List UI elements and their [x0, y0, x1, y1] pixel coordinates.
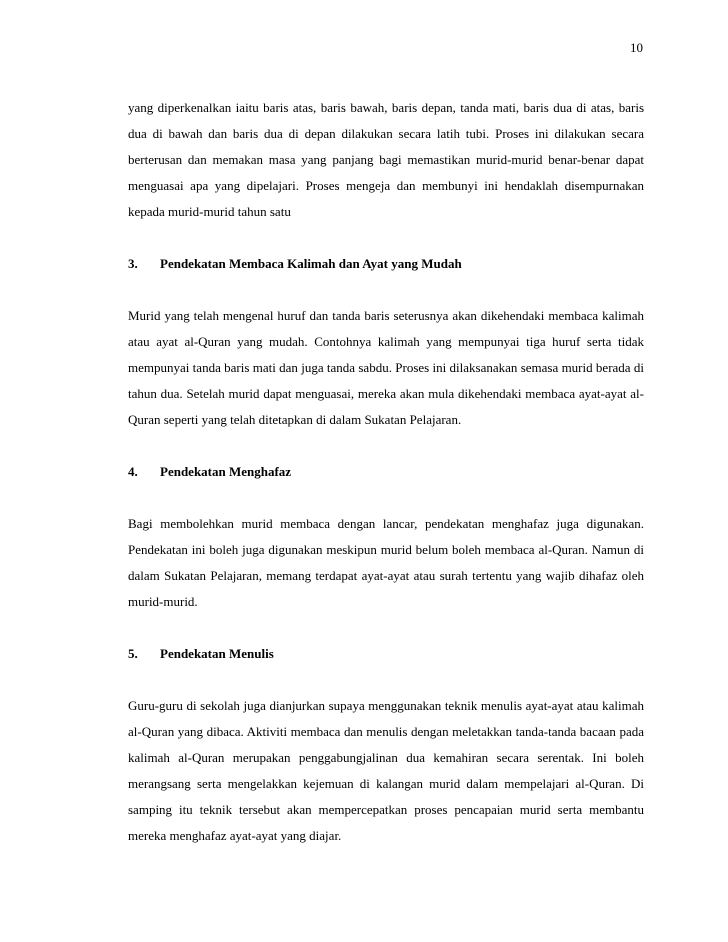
section-paragraph: Guru-guru di sekolah juga dianjurkan supaya menggunakan teknik menulis ayat-ayat atau kalimah al-Quran yang dibaca. Aktiviti membaca dan menulis dengan meletakkan tanda-tanda bacaan pada kalimah al-Quran merupakan penggabungjalinan dua kemahiran secara serentak. Ini boleh merangsang serta mengelakkan kejemuan di kalangan murid dalam mempelajari al-Quran. Di samping itu teknik tersebut akan mempercepatkan proses pencapaian murid serta membantu mereka menghafaz ayat-ayat yang diajar. — [128, 698, 644, 843]
page-number: 10 — [630, 40, 643, 55]
section-heading — [128, 641, 644, 667]
intro-paragraph: yang diperkenalkan iaitu baris atas, baris bawah, baris depan, tanda mati, baris dua di atas, baris dua di bawah dan baris dua di depan dilakukan secara latih tubi. Proses ini dilakukan secara berterusan dan memakan masa yang panjang bagi memastikan murid-murid benar-benar dapat menguasai apa yang dipelajari. Proses mengeja dan membunyi ini hendaklah disempurnakan kepada murid-murid tahun satu — [128, 100, 644, 219]
section-number: 4. — [128, 464, 138, 479]
section-number: 5. — [128, 646, 138, 661]
section-paragraph: Murid yang telah mengenal huruf dan tanda baris seterusnya akan dikehendaki membaca kalimah atau ayat al-Quran yang mudah. Contohnya kalimah yang mempunyai tiga huruf serta tidak mempunyai tanda baris mati dan juga tanda sabdu. Proses ini dilaksanakan semasa murid berada di tahun dua. Setelah murid dapat menguasai, mereka akan mula dikehendaki membaca ayat-ayat al-Quran seperti yang telah ditetapkan di dalam Sukatan Pelajaran. — [128, 308, 644, 427]
section-heading — [128, 251, 644, 277]
section-title: Pendekatan Membaca Kalimah dan Ayat yang Mudah — [160, 256, 462, 271]
section-title: Pendekatan Menghafaz — [160, 464, 292, 479]
section-heading — [128, 459, 644, 485]
spacer — [128, 615, 644, 641]
document-body — [128, 95, 644, 849]
spacer — [128, 667, 644, 693]
spacer — [128, 225, 644, 251]
section-number: 3. — [128, 256, 138, 271]
section-paragraph: Bagi membolehkan murid membaca dengan lancar, pendekatan menghafaz juga digunakan. Pendekatan ini boleh juga digunakan meskipun murid belum boleh membaca al-Quran. Namun di dalam Sukatan Pelajaran, memang terdapat ayat-ayat atau surah tertentu yang wajib dihafaz oleh murid-murid. — [128, 516, 644, 609]
section-title: Pendekatan Menulis — [160, 646, 274, 661]
spacer — [128, 277, 644, 303]
spacer — [128, 433, 644, 459]
spacer — [128, 485, 644, 511]
